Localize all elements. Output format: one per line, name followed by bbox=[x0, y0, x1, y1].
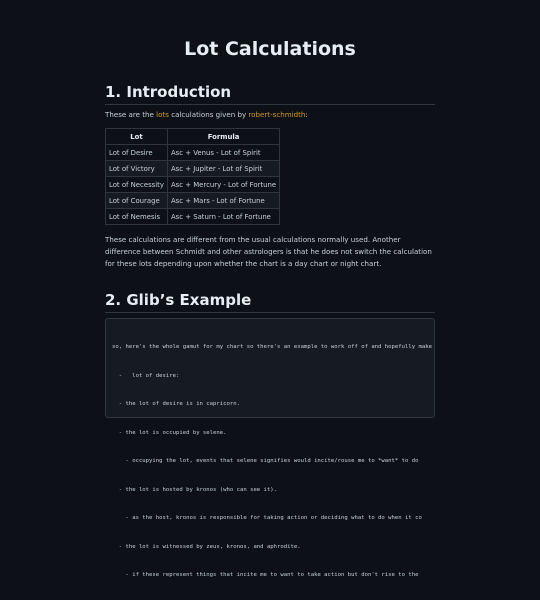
header-formula: Formula bbox=[167, 129, 279, 145]
intro-text-before: These are the bbox=[105, 110, 157, 119]
lot-formula: Asc + Saturn - Lot of Fortune bbox=[167, 209, 279, 225]
code-line: - lot of desire: bbox=[112, 372, 180, 379]
example-heading: 2. Glib’s Example bbox=[105, 291, 252, 309]
calculation-notes: These calculations are different from the usual calculations normally used. Another difference between Schmidt and other astrologers is that he does not switch the calculation for these lots depending upon whether the chart is a day chart or night chart. bbox=[105, 235, 432, 268]
lot-formula: Asc + Mars - Lot of Fortune bbox=[167, 193, 279, 209]
code-line: - the lot is occupied by selene. bbox=[112, 429, 227, 436]
lot-name: Lot of Courage bbox=[106, 193, 168, 209]
code-line: - occupying the lot, events that selene signifies would incite/rouse me to *want* to do bbox=[112, 458, 419, 464]
lot-name: Lot of Nemesis bbox=[106, 209, 168, 225]
lot-formula: Asc + Jupiter - Lot of Spirit bbox=[167, 161, 279, 177]
lots-table bbox=[105, 128, 280, 225]
header-lot: Lot bbox=[106, 129, 168, 145]
table-header-row bbox=[106, 129, 280, 145]
code-line: so, here's the whole gamut for my chart so there's an example to work off of and hopefully make bbox=[112, 344, 432, 350]
author-link[interactable]: robert-schmidth bbox=[248, 110, 306, 119]
lot-name: Lot of Victory bbox=[106, 161, 168, 177]
lot-formula: Asc + Venus - Lot of Spirit bbox=[167, 145, 279, 161]
lot-name: Lot of Desire bbox=[106, 145, 168, 161]
intro-heading: 1. Introduction bbox=[105, 83, 232, 101]
intro-divider bbox=[105, 104, 435, 105]
code-line: - the lot of desire is in capricorn. bbox=[112, 401, 240, 407]
intro-text bbox=[105, 109, 435, 121]
code-line: - the lot is witnessed by zeus, kronos, and aphrodite. bbox=[112, 543, 301, 550]
table-row bbox=[106, 193, 280, 209]
example-divider bbox=[105, 312, 435, 313]
table-row bbox=[106, 161, 280, 177]
code-block[interactable] bbox=[105, 318, 435, 578]
intro-text-middle: calculations given by bbox=[168, 110, 249, 119]
code-line: - the lot is hosted by kronos (who can see it). bbox=[112, 486, 278, 493]
code-line: - as the host, kronos is responsible for taking action or deciding what to do when it co bbox=[112, 515, 422, 521]
lot-name: Lot of Necessity bbox=[106, 177, 168, 193]
table-row bbox=[106, 177, 280, 193]
table-row bbox=[106, 145, 280, 161]
lot-formula: Asc + Mercury - Lot of Fortune bbox=[167, 177, 279, 193]
code-line: - if these represent things that incite me to want to take action but don't rise to the bbox=[112, 572, 419, 578]
lots-link[interactable]: lots bbox=[156, 110, 169, 119]
intro-text-after: : bbox=[305, 110, 308, 119]
table-row bbox=[106, 209, 280, 225]
page-title: Lot Calculations bbox=[184, 38, 356, 60]
